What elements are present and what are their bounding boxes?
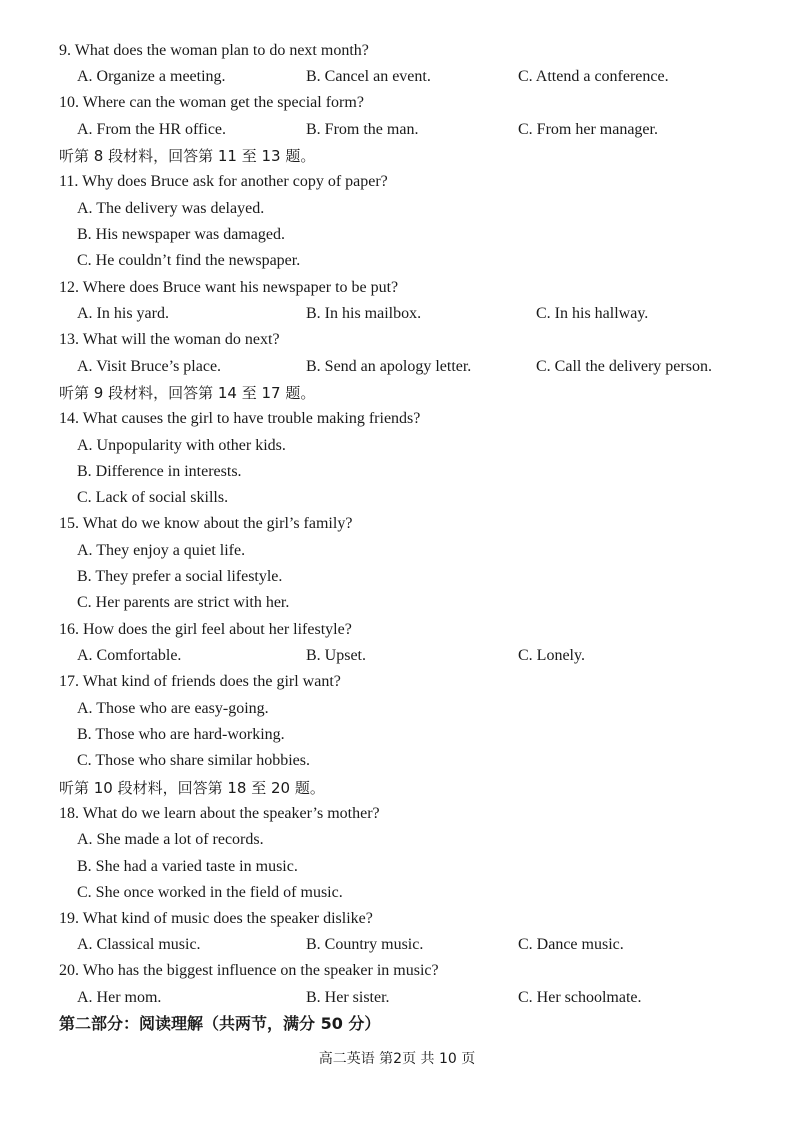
question-stem: 16. How does the girl feel about her lifestyle? (59, 621, 352, 638)
section-9-heading (0, 380, 794, 406)
question-stem: 11. Why does Bruce ask for another copy of paper? (59, 173, 388, 190)
question-17-option-a (0, 696, 794, 722)
part-2-heading (0, 1011, 794, 1037)
question-17-option-c (0, 748, 794, 774)
option-a: A. Her mom. (77, 989, 162, 1006)
option-a: A. They enjoy a quiet life. (77, 542, 246, 559)
question-stem: 14. What causes the girl to have trouble making friends? (59, 410, 421, 427)
question-15-option-c (0, 590, 794, 616)
option-c: C. In his hallway. (536, 305, 649, 322)
question-20 (0, 958, 794, 984)
question-stem: 19. What kind of music does the speaker dislike? (59, 910, 373, 927)
question-18 (0, 801, 794, 827)
option-a: A. The delivery was delayed. (77, 200, 265, 217)
question-20-options (0, 985, 794, 1011)
question-18-option-a (0, 827, 794, 853)
option-b: B. Country music. (306, 936, 424, 953)
question-9-options (0, 64, 794, 90)
option-b: B. His newspaper was damaged. (77, 226, 285, 243)
option-c: C. Her schoolmate. (518, 989, 642, 1006)
question-16-options (0, 643, 794, 669)
option-b: B. Difference in interests. (77, 463, 242, 480)
question-18-option-b (0, 854, 794, 880)
option-c: C. From her manager. (518, 121, 658, 138)
section-8-heading (0, 143, 794, 169)
question-stem: 17. What kind of friends does the girl want? (59, 673, 341, 690)
section-instruction: 听第 8 段材料，回答第 11 至 13 题。 (59, 147, 316, 165)
option-a: A. Visit Bruce’s place. (77, 358, 222, 375)
option-a: A. She made a lot of records. (77, 831, 264, 848)
question-17 (0, 669, 794, 695)
question-9 (0, 38, 794, 64)
option-b: B. Her sister. (306, 989, 390, 1006)
question-18-option-c (0, 880, 794, 906)
question-19 (0, 906, 794, 932)
option-a: A. From the HR office. (77, 121, 227, 138)
question-stem: 13. What will the woman do next? (59, 331, 280, 348)
question-16 (0, 617, 794, 643)
option-a: A. Comfortable. (77, 647, 182, 664)
question-12 (0, 275, 794, 301)
option-b: B. They prefer a social lifestyle. (77, 568, 283, 585)
part-title: 第二部分：阅读理解（共两节，满分 50 分） (59, 1014, 381, 1033)
option-c: C. Lonely. (518, 647, 585, 664)
page-footer: 高二英语 第2页 共 10 页 (318, 1051, 476, 1067)
question-stem: 10. Where can the woman get the special form? (59, 94, 364, 111)
option-a: A. Those who are easy-going. (77, 700, 269, 717)
option-a: A. Classical music. (77, 936, 201, 953)
option-c: C. He couldn’t find the newspaper. (77, 252, 301, 269)
section-instruction: 听第 10 段材料，回答第 18 至 20 题。 (59, 779, 325, 797)
option-b: B. In his mailbox. (306, 305, 422, 322)
section-instruction: 听第 9 段材料，回答第 14 至 17 题。 (59, 384, 316, 402)
question-stem: 9. What does the woman plan to do next month? (59, 42, 369, 59)
question-stem: 15. What do we know about the girl’s family? (59, 515, 353, 532)
option-b: B. Upset. (306, 647, 366, 664)
question-15-option-b (0, 564, 794, 590)
option-b: B. Those who are hard-working. (77, 726, 285, 743)
option-c: C. Call the delivery person. (536, 358, 712, 375)
section-10-heading (0, 775, 794, 801)
question-13-options (0, 354, 794, 380)
option-a: A. Unpopularity with other kids. (77, 437, 286, 454)
question-10 (0, 90, 794, 116)
question-12-options (0, 301, 794, 327)
question-14 (0, 406, 794, 432)
question-14-option-c (0, 485, 794, 511)
option-c: C. Dance music. (518, 936, 624, 953)
option-a: A. Organize a meeting. (77, 68, 226, 85)
option-c: C. She once worked in the field of music. (77, 884, 343, 901)
option-c: C. Attend a conference. (518, 68, 669, 85)
option-c: C. Lack of social skills. (77, 489, 229, 506)
question-11-option-a (0, 196, 794, 222)
option-c: C. Her parents are strict with her. (77, 594, 290, 611)
question-10-options (0, 117, 794, 143)
question-11-option-b (0, 222, 794, 248)
question-14-option-b (0, 459, 794, 485)
option-a: A. In his yard. (77, 305, 169, 322)
question-stem: 20. Who has the biggest influence on the speaker in music? (59, 962, 439, 979)
question-11 (0, 169, 794, 195)
option-b: B. From the man. (306, 121, 419, 138)
question-13 (0, 327, 794, 353)
question-15 (0, 511, 794, 537)
question-14-option-a (0, 433, 794, 459)
question-19-options (0, 932, 794, 958)
question-17-option-b (0, 722, 794, 748)
option-b: B. Cancel an event. (306, 68, 431, 85)
question-stem: 18. What do we learn about the speaker’s mother? (59, 805, 380, 822)
question-stem: 12. Where does Bruce want his newspaper to be put? (59, 279, 399, 296)
option-b: B. Send an apology letter. (306, 358, 472, 375)
question-11-option-c (0, 248, 794, 274)
question-15-option-a (0, 538, 794, 564)
option-b: B. She had a varied taste in music. (77, 858, 298, 875)
option-c: C. Those who share similar hobbies. (77, 752, 311, 769)
